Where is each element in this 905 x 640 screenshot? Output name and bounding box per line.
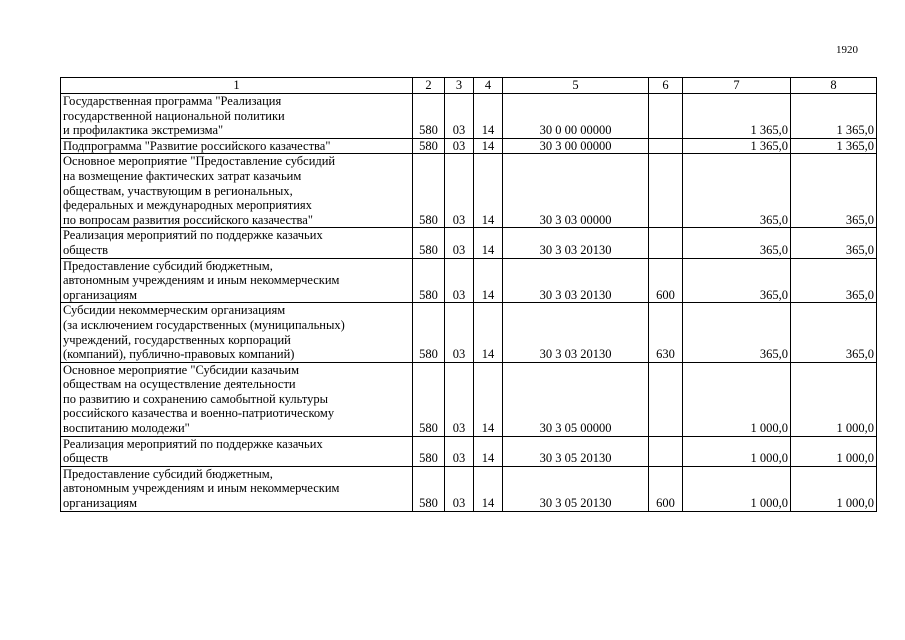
page-number: 1920 xyxy=(836,44,858,56)
column-header: 2 xyxy=(413,78,445,94)
amount-cell-8: 1 000,0 xyxy=(791,362,877,436)
row-name-cell: Субсидии некоммерческим организациям (за исключением государственных (муниципальных) учреждений, государственных корпораций (компаний), публично-правовых компаний) xyxy=(61,303,413,362)
section-cell: 03 xyxy=(445,154,474,228)
table-row xyxy=(61,258,877,303)
admin-code-cell: 580 xyxy=(413,303,445,362)
subsection-cell: 14 xyxy=(474,94,503,139)
table-header-row xyxy=(61,78,877,94)
expense-type-cell xyxy=(649,362,683,436)
amount-cell-8: 365,0 xyxy=(791,258,877,303)
amount-cell-7: 365,0 xyxy=(683,303,791,362)
column-header: 7 xyxy=(683,78,791,94)
section-cell: 03 xyxy=(445,362,474,436)
amount-cell-8: 1 000,0 xyxy=(791,466,877,511)
table-row xyxy=(61,154,877,228)
admin-code-cell: 580 xyxy=(413,94,445,139)
expense-type-cell xyxy=(649,94,683,139)
target-article-cell: 30 3 05 00000 xyxy=(503,362,649,436)
amount-cell-7: 365,0 xyxy=(683,258,791,303)
subsection-cell: 14 xyxy=(474,466,503,511)
amount-cell-7: 1 000,0 xyxy=(683,466,791,511)
subsection-cell: 14 xyxy=(474,154,503,228)
target-article-cell: 30 3 05 20130 xyxy=(503,466,649,511)
amount-cell-8: 365,0 xyxy=(791,154,877,228)
column-header: 4 xyxy=(474,78,503,94)
amount-cell-8: 1 365,0 xyxy=(791,94,877,139)
expense-type-cell xyxy=(649,154,683,228)
amount-cell-7: 365,0 xyxy=(683,228,791,258)
section-cell: 03 xyxy=(445,466,474,511)
target-article-cell: 30 3 03 00000 xyxy=(503,154,649,228)
expense-type-cell: 630 xyxy=(649,303,683,362)
table-row xyxy=(61,303,877,362)
section-cell: 03 xyxy=(445,436,474,466)
row-name-cell: Основное мероприятие "Субсидии казачьим обществам на осуществление деятельности по развитию и сохранению самобытной культуры российского казачества и военно-патриотическому воспитанию молодежи" xyxy=(61,362,413,436)
table-row xyxy=(61,138,877,154)
expense-type-cell xyxy=(649,138,683,154)
amount-cell-8: 365,0 xyxy=(791,228,877,258)
column-header: 6 xyxy=(649,78,683,94)
subsection-cell: 14 xyxy=(474,362,503,436)
section-cell: 03 xyxy=(445,94,474,139)
target-article-cell: 30 3 00 00000 xyxy=(503,138,649,154)
expense-type-cell: 600 xyxy=(649,466,683,511)
target-article-cell: 30 3 03 20130 xyxy=(503,228,649,258)
expense-type-cell: 600 xyxy=(649,258,683,303)
column-header: 3 xyxy=(445,78,474,94)
section-cell: 03 xyxy=(445,258,474,303)
target-article-cell: 30 3 05 20130 xyxy=(503,436,649,466)
section-cell: 03 xyxy=(445,303,474,362)
target-article-cell: 30 0 00 00000 xyxy=(503,94,649,139)
table-row xyxy=(61,228,877,258)
admin-code-cell: 580 xyxy=(413,436,445,466)
row-name-cell: Предоставление субсидий бюджетным, автономным учреждениям и иным некоммерческим организациям xyxy=(61,258,413,303)
table-row xyxy=(61,362,877,436)
admin-code-cell: 580 xyxy=(413,138,445,154)
subsection-cell: 14 xyxy=(474,138,503,154)
admin-code-cell: 580 xyxy=(413,258,445,303)
column-header: 1 xyxy=(61,78,413,94)
amount-cell-7: 1 365,0 xyxy=(683,94,791,139)
section-cell: 03 xyxy=(445,138,474,154)
expense-type-cell xyxy=(649,436,683,466)
amount-cell-7: 1 365,0 xyxy=(683,138,791,154)
admin-code-cell: 580 xyxy=(413,228,445,258)
admin-code-cell: 580 xyxy=(413,362,445,436)
table-row xyxy=(61,466,877,511)
row-name-cell: Подпрограмма "Развитие российского казачества" xyxy=(61,138,413,154)
subsection-cell: 14 xyxy=(474,258,503,303)
column-header: 5 xyxy=(503,78,649,94)
amount-cell-7: 365,0 xyxy=(683,154,791,228)
target-article-cell: 30 3 03 20130 xyxy=(503,258,649,303)
row-name-cell: Основное мероприятие "Предоставление субсидий на возмещение фактических затрат казачьим обществам, участвующим в региональных, федеральных и международных мероприятиях по вопросам развития российского казачества" xyxy=(61,154,413,228)
subsection-cell: 14 xyxy=(474,303,503,362)
section-cell: 03 xyxy=(445,228,474,258)
row-name-cell: Предоставление субсидий бюджетным, автономным учреждениям и иным некоммерческим организациям xyxy=(61,466,413,511)
admin-code-cell: 580 xyxy=(413,154,445,228)
amount-cell-7: 1 000,0 xyxy=(683,436,791,466)
table-row xyxy=(61,94,877,139)
row-name-cell: Государственная программа "Реализация государственной национальной политики и профилактика экстремизма" xyxy=(61,94,413,139)
column-header: 8 xyxy=(791,78,877,94)
row-name-cell: Реализация мероприятий по поддержке казачьих обществ xyxy=(61,436,413,466)
expense-type-cell xyxy=(649,228,683,258)
budget-table xyxy=(60,77,877,512)
amount-cell-8: 1 000,0 xyxy=(791,436,877,466)
table-row xyxy=(61,436,877,466)
row-name-cell: Реализация мероприятий по поддержке казачьих обществ xyxy=(61,228,413,258)
amount-cell-8: 1 365,0 xyxy=(791,138,877,154)
amount-cell-7: 1 000,0 xyxy=(683,362,791,436)
subsection-cell: 14 xyxy=(474,228,503,258)
amount-cell-8: 365,0 xyxy=(791,303,877,362)
subsection-cell: 14 xyxy=(474,436,503,466)
admin-code-cell: 580 xyxy=(413,466,445,511)
target-article-cell: 30 3 03 20130 xyxy=(503,303,649,362)
